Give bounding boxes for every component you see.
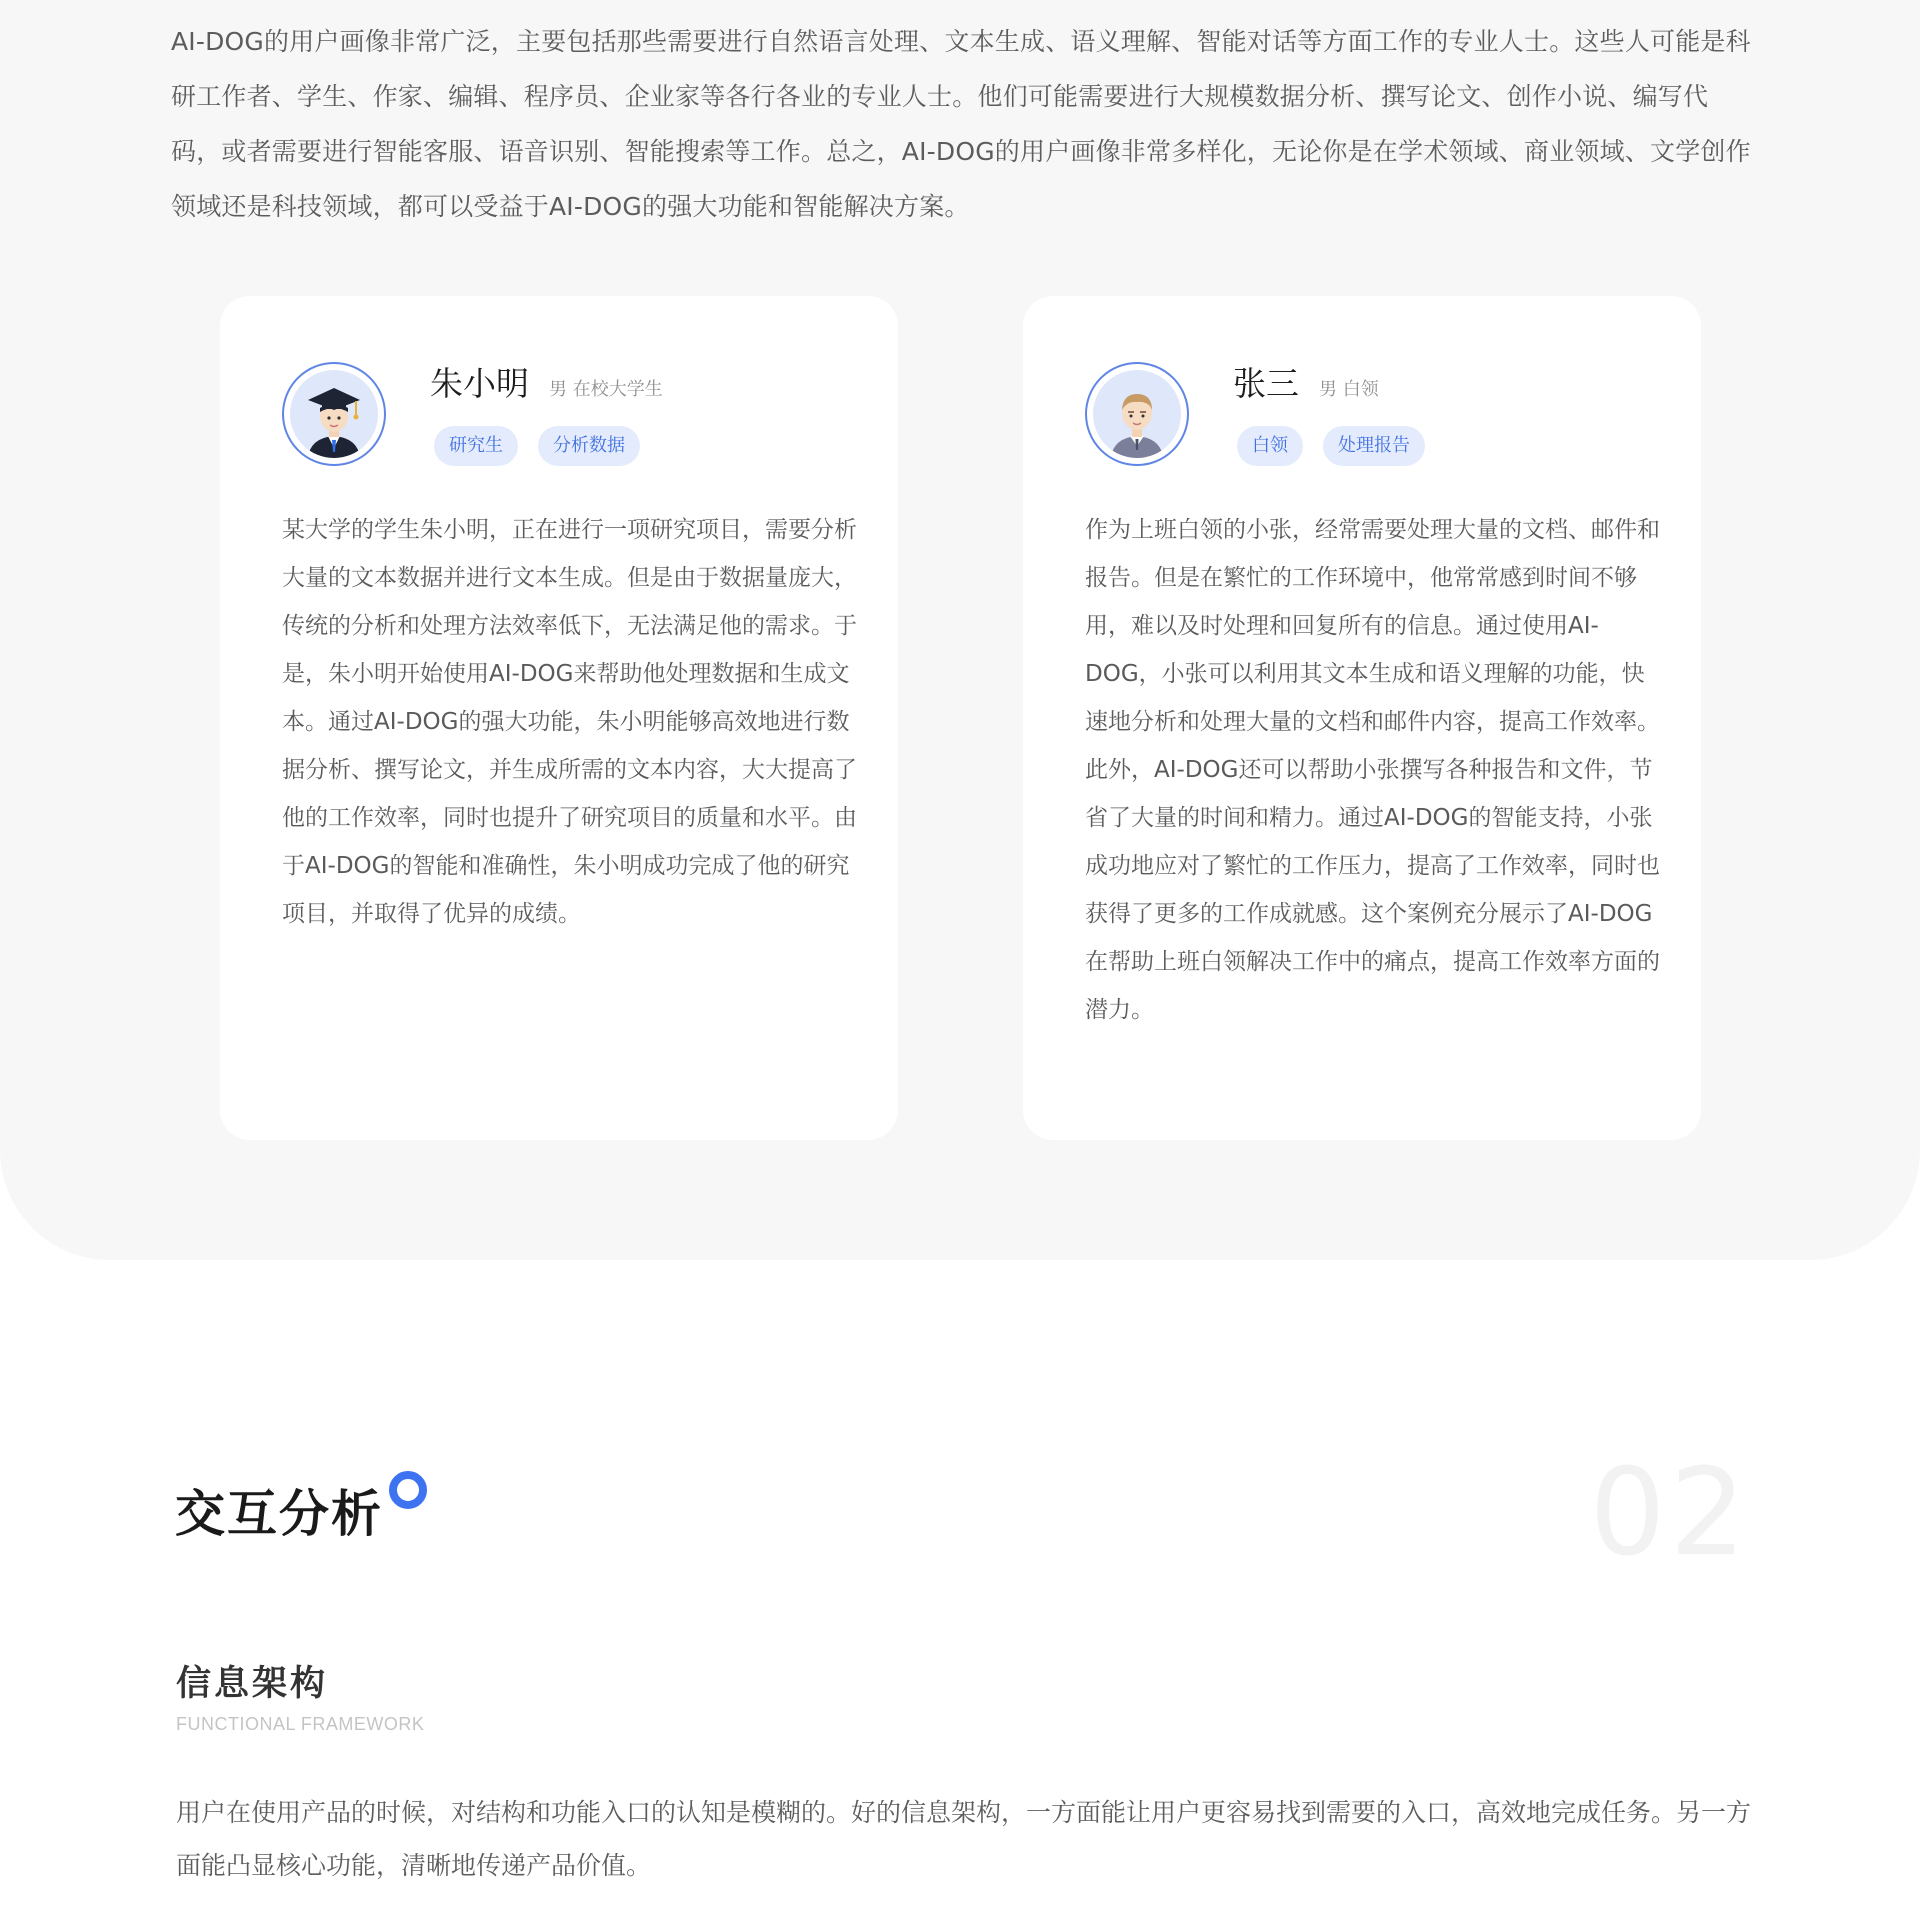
persona-description: 某大学的学生朱小明，正在进行一项研究项目，需要分析大量的文本数据并进行文本生成。但是由于数据量庞大，传统的分析和处理方法效率低下，无法满足他的需求。于是，朱小明开始使用AI-DOG来帮助他处理数据和生成文本。通过AI-DOG的强大功能，朱小明能够高效地进行数据分析、撰写论文，并生成所需的文本内容，大大提高了他的工作效率，同时也提升了研究项目的质量和水平。由于AI-DOG的智能和准确性，朱小明成功完成了他的研究项目，并取得了优异的成绩。 [282, 517, 857, 927]
avatar [282, 362, 386, 466]
persona-card-office-worker [1023, 296, 1701, 1140]
persona-card-student [220, 296, 898, 1140]
persona-tag: 研究生 [434, 426, 518, 466]
persona-name: 朱小明 [430, 364, 529, 403]
persona-tags [1237, 426, 1445, 466]
ring-icon [389, 1471, 427, 1509]
persona-tags [434, 426, 660, 466]
intro-paragraph: AI-DOG的用户画像非常广泛，主要包括那些需要进行自然语言处理、文本生成、语义理解、智能对话等方面工作的专业人士。这些人可能是科研工作者、学生、作家、编辑、程序员、企业家等各行各业的专业人士。他们可能需要进行大规模数据分析、撰写论文、创作小说、编写代码，或者需要进行智能客服、语音识别、智能搜索等工作。总之，AI-DOG的用户画像非常多样化，无论你是在学术领域、商业领域、文学创作领域还是科技领域，都可以受益于AI-DOG的强大功能和智能解决方案。 [171, 27, 1751, 221]
avatar [1085, 362, 1189, 466]
graduate-avatar-icon [294, 378, 374, 458]
persona-header [430, 358, 663, 405]
persona-description: 作为上班白领的小张，经常需要处理大量的文档、邮件和报告。但是在繁忙的工作环境中，他常常感到时间不够用，难以及时处理和回复所有的信息。通过使用AI-DOG，小张可以利用其文本生成和语义理解的功能，快速地分析和处理大量的文档和邮件内容，提高工作效率。此外，AI-DOG还可以帮助小张撰写各种报告和文件，节省了大量的时间和精力。通过AI-DOG的智能支持，小张成功地应对了繁忙的工作压力，提高了工作效率，同时也获得了更多的工作成就感。这个案例充分展示了AI-DOG在帮助上班白领解决工作中的痛点，提高工作效率方面的潜力。 [1085, 517, 1660, 1023]
persona-tag: 处理报告 [1323, 426, 1425, 466]
section-title: 交互分析 [175, 1485, 383, 1543]
persona-tag: 分析数据 [538, 426, 640, 466]
sub-title-english: FUNCTIONAL FRAMEWORK [176, 1714, 425, 1734]
persona-meta: 男 在校大学生 [549, 379, 663, 400]
sub-title: 信息架构 [176, 1664, 329, 1704]
persona-name: 张三 [1233, 364, 1299, 403]
section-paragraph: 用户在使用产品的时候，对结构和功能入口的认知是模糊的。好的信息架构，一方面能让用户更容易找到需要的入口，高效地完成任务。另一方面能凸显核心功能，清晰地传递产品价值。 [176, 1798, 1752, 1880]
section-number: 02 [1589, 1444, 1750, 1583]
office-worker-avatar-icon [1097, 378, 1177, 458]
persona-tag: 白领 [1237, 426, 1303, 466]
persona-meta: 男 白领 [1319, 379, 1379, 400]
persona-header [1233, 358, 1379, 405]
